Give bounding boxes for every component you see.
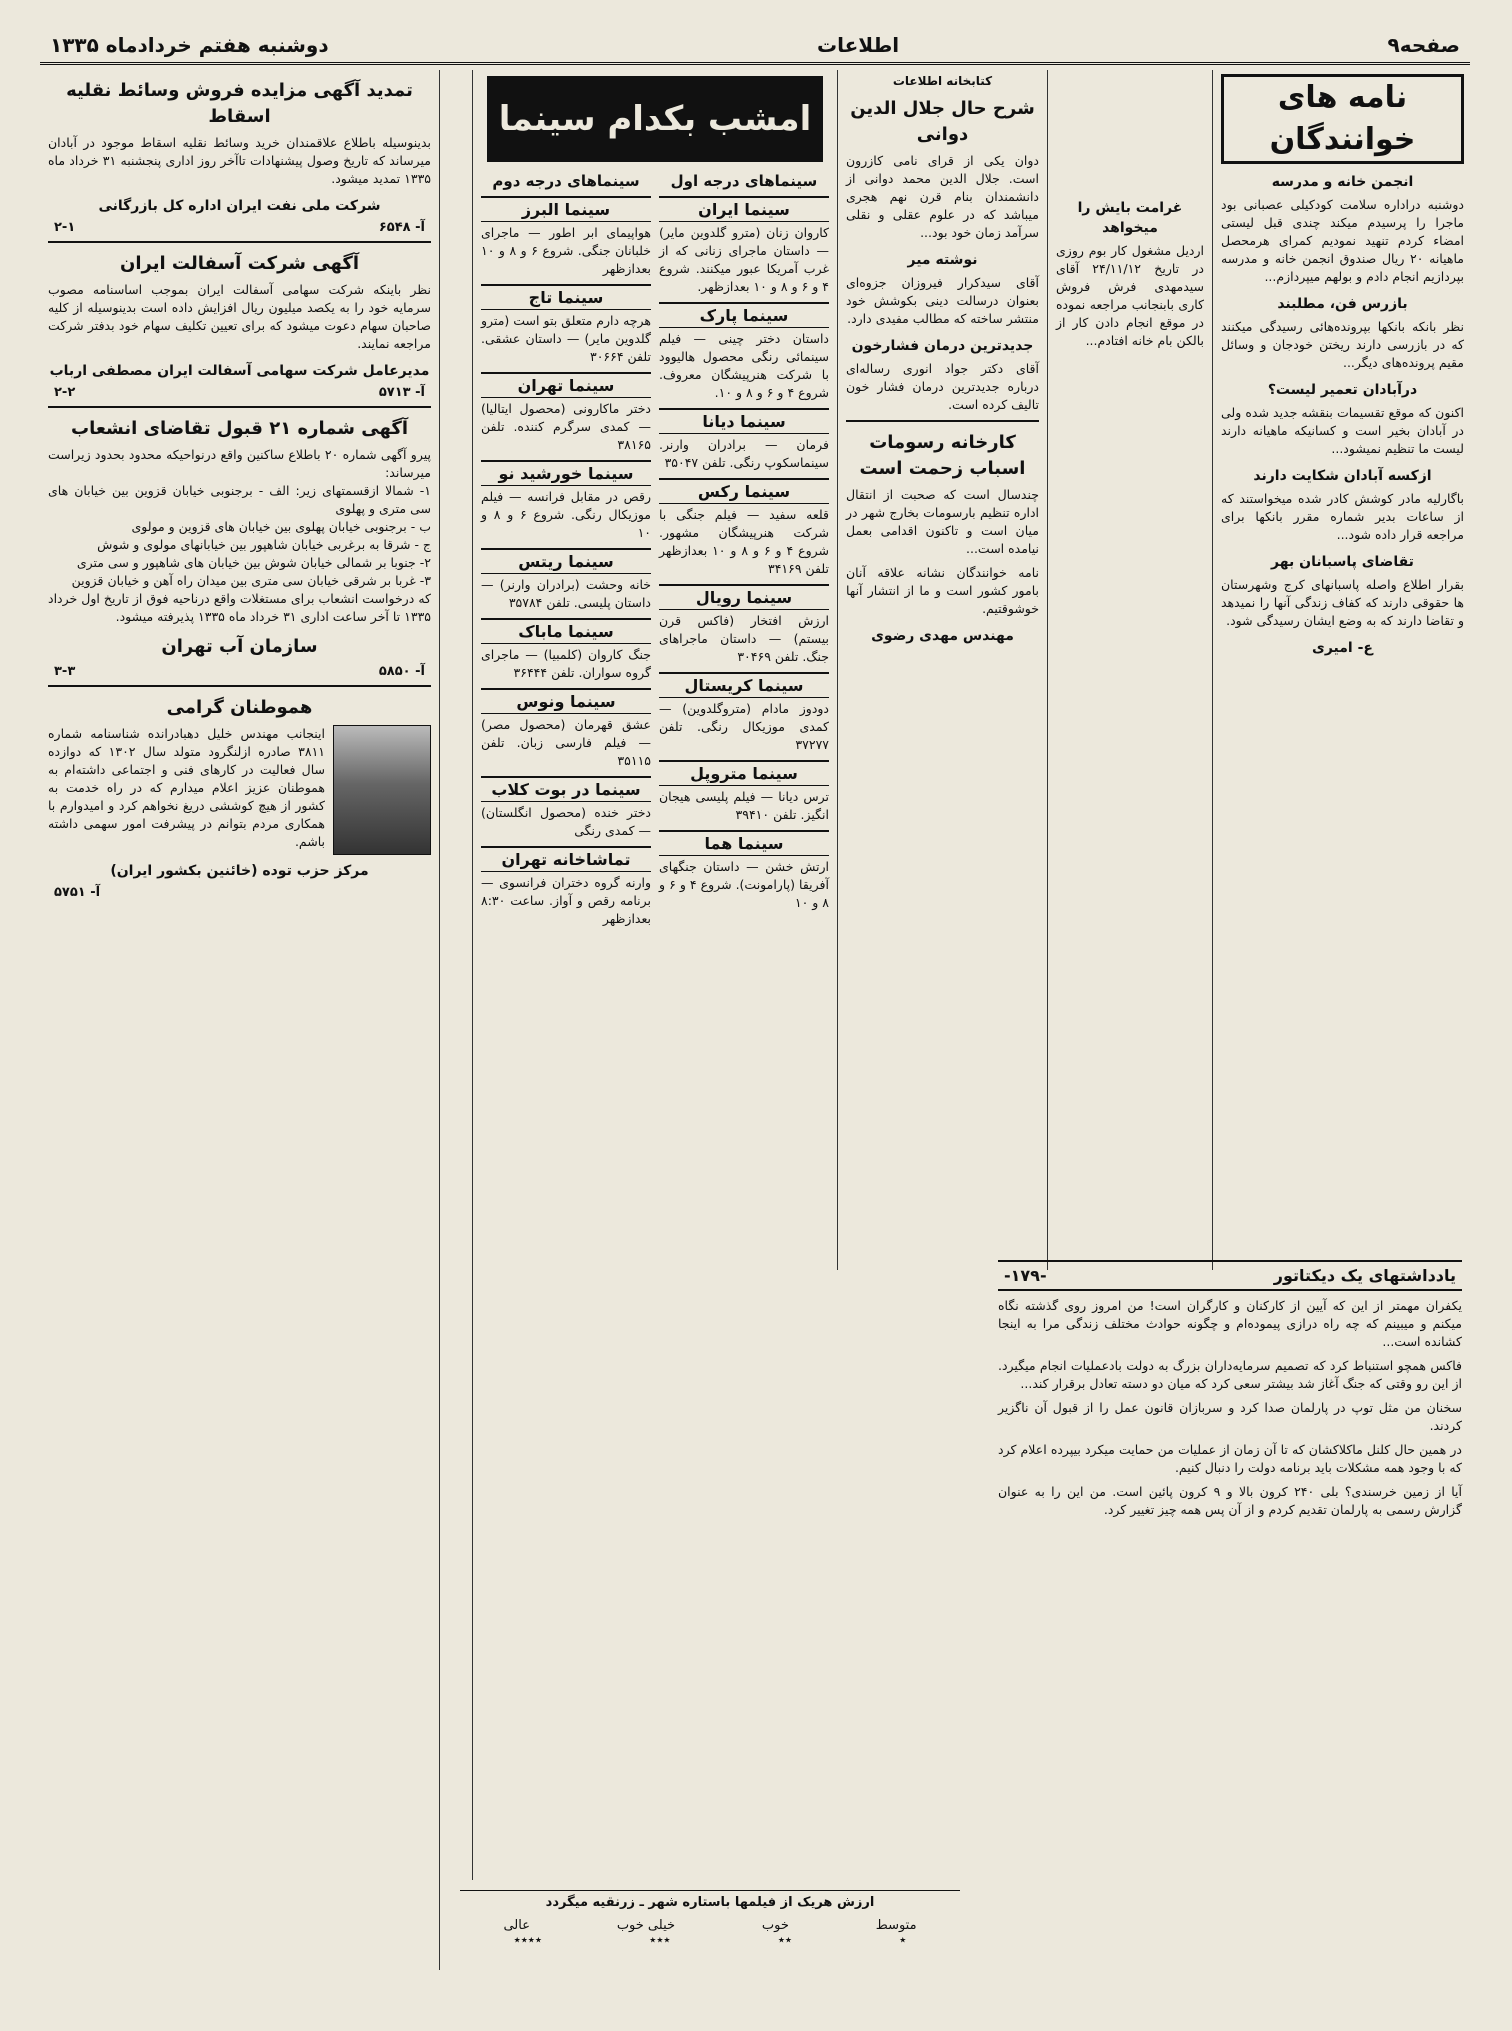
cinema-name: سینما در بوت کلاب: [481, 776, 651, 802]
letters-paragraph-1: دوشنبه دراداره سلامت کودکیلی عصبانی بود ماجرا را پرسیدم میکند چندی قبل لیستی امضاء کردم تنهید نمودیم کمرای هرمحصل ماهیانه ۲۰ ریال صندوق انجمن خانه و مدرسه بپردازیم انجام دادم و بولهم میپردازم...: [1221, 197, 1464, 284]
letters-paragraph-5: باگارلیه مادر کوشش کادر شده میخواستند که از ساعات بدیر شماره مقرر بانکها برای مراجعه قرار داده شود...: [1221, 491, 1464, 542]
cinema-listing: عشق قهرمان (محصول مصر) — فیلم فارسی زبان. تلفن ۳۵۱۱۵: [481, 717, 651, 768]
library-paragraph-4: چندسال است که صحبت از انتقال اداره تنظیم بارسومات بخارج شهر در میان است و تاکنون اقدامی بعمل نیامده است...: [846, 487, 1039, 556]
ratings-stars: [460, 1933, 960, 1948]
library-label: کتابخانه اطلاعات: [892, 74, 993, 88]
rating-level: خوب: [761, 1918, 789, 1933]
cinema-listing: ترس دیانا — فیلم پلیسی هیجان انگیز. تلفن ۳۹۴۱۰: [659, 789, 829, 822]
ad1-title: تمدید آگهی مزایده فروش وسائط نقلیه اسقاط: [66, 80, 413, 127]
cinema-name: سینما رکس: [659, 478, 829, 504]
letters-heading-2: غرامت بایش را میخواهد: [1077, 200, 1183, 236]
cinema-column: [472, 70, 837, 1880]
memoir-paragraph: آیا از زمین خرسندی؟ بلی ۲۴۰ کرون بالا و ۹ کرون پائین است. من این را به عنوان گزارش رسمی به پارلمان تقدیم کردم و از آن پس همه چیز تغییر کرد.: [998, 1484, 1462, 1517]
letters-paragraph-4: اکنون که موقع تقسیمات بنقشه جدید شده ولی در آبادان بخیر است و کسانیکه ماهیانه دارند لیست ما تنظیم نمیشود...: [1221, 405, 1464, 456]
cinema-name: سینما هما: [659, 830, 829, 856]
ad4-signature: مرکز حزب توده (خائنین بکشور ایران): [110, 863, 369, 879]
cinema-name: سینما البرز: [481, 196, 651, 222]
dictator-memoir: [990, 1260, 1470, 1970]
rating-stars: ٭٭: [777, 1933, 792, 1948]
cinema-name: سینما ماباک: [481, 618, 651, 644]
letters-heading-4: درآبادان تعمیر لیست؟: [1267, 382, 1418, 398]
memoir-title: یادداشتهای یک دیکتاتور: [1273, 1266, 1456, 1285]
cinema-listing: جنگ کاروان (کلمبیا) — ماجرای گروه سواران. تلفن ۳۶۴۴۴: [481, 647, 651, 680]
cinema-listing: دختر خنده (محصول انگلستان) — کمدی رنگی: [481, 805, 651, 838]
ratings-title: ارزش هریک از فیلمها باستاره شهر ـ زرنقیه میگردد: [545, 1895, 875, 1910]
cinema-listing: دودوز مادام (متروگلدوین) — کمدی موزیکال رنگی. تلفن ۳۷۲۷۷: [659, 701, 829, 752]
cinema-name: سینما تاج: [481, 284, 651, 310]
portrait-photo: [333, 725, 431, 855]
rating-stars: ٭٭٭٭: [513, 1933, 542, 1948]
library-heading-3: جدیدترین درمان فشارخون: [851, 338, 1034, 354]
cinema-name: سینما ونوس: [481, 688, 651, 714]
memoir-paragraph: سخنان من مثل توپ در پارلمان صدا کرد و سربازان قانون عمل را از قبول آن ناگزیر کردند.: [998, 1400, 1462, 1433]
page-number: صفحه۹: [1387, 33, 1460, 57]
memoir-header: [998, 1260, 1462, 1291]
ad2-text: نظر باینکه شرکت سهامی آسفالت ایران بموجب اساسنامه مصوب سرمایه خود را به یکصد میلیون ریال افزایش داده است بدینوسیله از کلیه صاحبان سهام دعوت میشود که برای تعیین تکلیف سهام خود بدفتر شرکت مراجعه نمایند.: [48, 282, 431, 351]
cinema-name: سینما پارک: [659, 302, 829, 328]
memoir-paragraph: فاکس همچو استنباط کرد که تصمیم سرمایه‌داران بزرگ به دولت بادعملیات انجام میگیرد. از این رو وقتی که جنگ آغاز شد بیشتر سعی کرد که میان دو دسته تعادل برقرار کند...: [998, 1358, 1462, 1391]
cinema-name: سینما رویال: [659, 584, 829, 610]
cinema-listing: کاروان زنان (مترو گلدوین مایر) — داستان ماجرای زنانی که از غرب آمریکا عبور میکنند. شروع ۴ و ۶ و ۸ و ۱۰ بعدازظهر.: [659, 225, 829, 294]
letters-heading-1: انجمن خانه و مدرسه: [1271, 174, 1414, 190]
letters-column-2: [1047, 70, 1212, 1270]
page-header: [40, 28, 1470, 65]
cinema-name: سینما متروپل: [659, 760, 829, 786]
ad3-title: آگهی شماره ۲۱ قبول تقاضای انشعاب: [71, 418, 408, 439]
letters-heading-5: ازکسه آبادان شکایت دارند: [1253, 468, 1432, 484]
library-title: شرح حال جلال الدین دوانی: [850, 98, 1035, 145]
ad3-code: [48, 664, 431, 679]
memoir-paragraph: در همین حال کلنل ماکلاکشان که تا آن زمان از عملیات من حمایت میکرد بیپرده اعلام کرد که با وجود همه مشکلات باید برنامه دولت را دنبال کنیم.: [998, 1442, 1462, 1475]
cinema-listing: داستان دختر چینی — فیلم سینمائی رنگی محصول هالیوود با شرکت هنرپیشگان معروف. شروع ۴ و ۶ و ۸ و ۱۰.: [659, 331, 829, 400]
ad2-signature: مدیرعامل شرکت سهامی آسفالت ایران مصطفی ارباب: [49, 363, 430, 379]
ratings-levels: [460, 1918, 960, 1933]
ad2-code-right: آ- ۵۷۱۳: [378, 385, 425, 400]
cinema-listing: هرچه دارم متعلق بتو است (مترو گلدوین مایر) — داستان عشقی. تلفن ۳۰۶۶۴: [481, 313, 651, 364]
ad1-code-right: آ- ۶۵۴۸: [378, 220, 425, 235]
film-ratings: [460, 1890, 960, 1971]
cinema-subcolumn-left: [481, 168, 651, 934]
memoir-paragraph: یکفران مهمتر از این که آیین از کارکنان و کارگران است! من امروز روی گذشته نگاه میکنم و میبینم که چه راه درازی پیموده‌ام و چگونه حوادث مختلف زندگی مرا به اینجا کشانده است...: [998, 1298, 1462, 1349]
ad2-title: آگهی شرکت آسفالت ایران: [119, 253, 359, 274]
cinema-listing: دختر ماکارونی (محصول ایتالیا) — کمدی سرگرم کننده. تلفن ۳۸۱۶۵: [481, 401, 651, 452]
cinema-name: سینما خورشید نو: [481, 460, 651, 486]
letters-title: نامه های خوانندگان: [1221, 74, 1464, 164]
library-paragraph-2: آقای سیدکرار فیروزان جزوه‌ای بعنوان درسالت دینی بکوشش خود منتشر ساخته که مطالب مفیدی دارد.: [846, 275, 1039, 326]
cinema-listing: قلعه سفید — فیلم جنگی با شرکت هنرپیشگان مشهور. شروع ۴ و ۶ و ۸ و ۱۰ بعدازظهر تلفن ۳۴۱۶۹: [659, 507, 829, 576]
cinema-listing: فرمان — برادران وارنر. سینماسکوپ رنگی. تلفن ۳۵۰۴۷: [659, 437, 829, 470]
library-heading-2: نوشته میر: [907, 252, 978, 268]
letters-column: [1212, 70, 1472, 1270]
cinema-listing: ارتش خشن — داستان جنگهای آفریقا (پارامونت). شروع ۴ و ۶ و ۸ و ۱۰: [659, 859, 830, 910]
library-paragraph-1: دوان یکی از قرای نامی کازرون است. جلال الدین محمد دوانی از دانشمندان بنام قرن نهم هجری میباشد که در علوم عقلی و نقلی سرآمد زمان خود بود...: [846, 153, 1039, 240]
cinema-listing: رقص در مقابل فرانسه — فیلم موزیکال رنگی. شروع ۶ و ۸ و ۱۰: [481, 489, 651, 540]
ad1-signature: شرکت ملی نفت ایران اداره کل بازرگانی: [98, 198, 381, 214]
cinema-listing: هواپیمای ابر اطور — ماجرای خلبانان جنگی. شروع ۶ و ۸ و ۱۰ بعدازظهر: [481, 225, 651, 276]
cinema-first-class-heading: سینماهای درجه اول: [670, 172, 818, 190]
rating-stars: ٭: [899, 1933, 907, 1948]
ad4-title: هموطنان گرامی: [166, 697, 313, 718]
letters-paragraph-3: نظر بانکه بانکها بپرونده‌هائی رسیدگی میکنند که در بازرسی دارند ریختن خودجان و وسائل مقیم پرونده‌های دیگر...: [1221, 319, 1464, 370]
ad2-code-left: ۲-۲: [54, 385, 76, 400]
cinema-name: سینما کریستال: [659, 672, 829, 698]
ad4-code-value: آ- ۵۷۵۱: [54, 885, 101, 900]
library-paragraph-5: نامه خوانندگان نشانه علاقه آنان بامور کشور است و ما از انتشار آنها خوشوقتیم.: [846, 565, 1039, 616]
letters-heading-6: تقاضای پاسبانان بهر: [1271, 554, 1414, 570]
ad1-code-left: ۲-۱: [54, 220, 76, 235]
ad3-code-right: آ- ۵۸۵۰: [378, 664, 425, 679]
ad1-text: بدینوسیله باطلاع علاقمندان خرید وسائط نقلیه اسقاط موجود در آبادان میرساند که تاریخ وصول پیشنهادات تاآخر روز اداری پنجشنبه ۳۱ خرداد ماه ۱۳۳۵ تمدید میشود.: [48, 135, 431, 186]
library-signature: مهندس مهدی رضوی: [871, 628, 1014, 644]
ad4-text: اینجانب مهندس خلیل دهبادرانده شناسنامه شماره ۳۸۱۱ صادره ازلنگرود متولد سال ۱۳۰۲ که دوازده سال فعالیت در کارهای فنی و اجتماعی داشته‌ام به هموطنان عزیز اعلام میدارم که در راه خدمت به کشور از هیچ کوششی دریغ نخواهم کرد و امیدوارم با همکاری مردم بتوانم در پیشرفت امور سهمی داشته باشم.: [48, 726, 326, 849]
cinema-subcolumn-right: [659, 168, 829, 934]
letters-paragraph-2: اردیل مشغول کار بوم روزی در تاریخ ۲۴/۱۱/۱۲ آقای سیدمهدی فرش فروش کاری بابنجانب مراجعه نموده در موقع انجام دادن کار از بالکن بام خانه افتادم...: [1056, 243, 1204, 348]
cinema-name: سینما ریتس: [481, 548, 651, 574]
cinema-second-class-heading: سینماهای درجه دوم: [492, 172, 640, 190]
cinema-name: سینما ایران: [659, 196, 829, 222]
library-column: [837, 70, 1047, 1270]
library-paragraph-3: آقای دکتر جواد انوری رساله‌ای درباره جدیدترین درمان فشار خون تالیف کرده است.: [846, 361, 1039, 412]
rating-stars: ٭٭٭: [649, 1933, 671, 1948]
cinema-listing: وارنه گروه دختران فرانسوی — برنامه رقص و آواز. ساعت ۸:۳۰ بعدازظهر: [481, 875, 651, 926]
cinema-name: سینما تهران: [481, 372, 651, 398]
ad1-code: [48, 220, 431, 235]
letters-heading-3: بازرس فن، مطلبند: [1277, 296, 1408, 312]
letters-signature: ع- امیری: [1312, 640, 1373, 656]
newspaper-name: اطلاعات: [816, 33, 900, 57]
cinema-name: سینما دیانا: [659, 408, 829, 434]
cinema-listing: ارزش افتخار (فاکس قرن بیستم) — داستان ماجراهای جنگ. تلفن ۳۰۴۶۹: [659, 613, 829, 664]
library-heading-4: کارخانه رسومات اسباب زحمت است: [859, 432, 1026, 479]
ad3-signature: سازمان آب تهران: [161, 636, 318, 657]
rating-level: عالی: [503, 1918, 530, 1933]
issue-date: دوشنبه هفتم خردادماه ۱۳۳۵: [50, 33, 329, 57]
ad3-code-left: ۳-۳: [54, 664, 76, 679]
cinema-banner: امشب بکدام سینما میروید: [487, 76, 823, 162]
rating-level: خیلی خوب: [616, 1918, 676, 1933]
letters-paragraph-6: بقرار اطلاع واصله پاسبانهای کرج وشهرستان ها حقوقی دارند که کفاف زندگی آنها را نمیدهد و تقاضا دارند که به وضع ایشان رسیدگی شود.: [1221, 577, 1464, 628]
rating-level: متوسط: [875, 1918, 917, 1933]
cinema-name: تماشاخانه تهران: [481, 846, 651, 872]
ads-column: [40, 70, 440, 1970]
ad4-code: [48, 885, 431, 900]
cinema-listing: خانه وحشت (برادران وارنر) — داستان پلیسی. تلفن ۳۵۷۸۴: [481, 577, 651, 610]
ad2-code: [48, 385, 431, 400]
ad3-text: پیرو آگهی شماره ۲۰ باطلاع ساکنین واقع درنواحیکه محدود بحدود زیراست میرساند: ۱- شمالا ازقسمتهای زیر: الف - برجنوبی خیابان قزوین بین خیابان های سی متری و پهلوی ب - برجنوبی خیابان پهلوی بین خیابان های قزوین و مولوی ج - شرقا به برغربی خیابان شاهپور بین خیابانهای مولوی و شوش ۲- جنوبا بر شمالی خیابان شوش بین خیابان های شاهپور و سی متری ۳- غربا بر شرقی خیابان سی متری بین میدان راه آهن و خیابان قزوین که درخواست انشعاب برای مستغلات واقع درناحیه فوق از تاریخ اول خرداد ۱۳۳۵ تا آخر ساعت اداری ۳۱ خرداد ماه ۱۳۳۵ پذیرفته میشود.: [48, 447, 431, 624]
memoir-number: -۱۷۹-: [1004, 1266, 1047, 1285]
